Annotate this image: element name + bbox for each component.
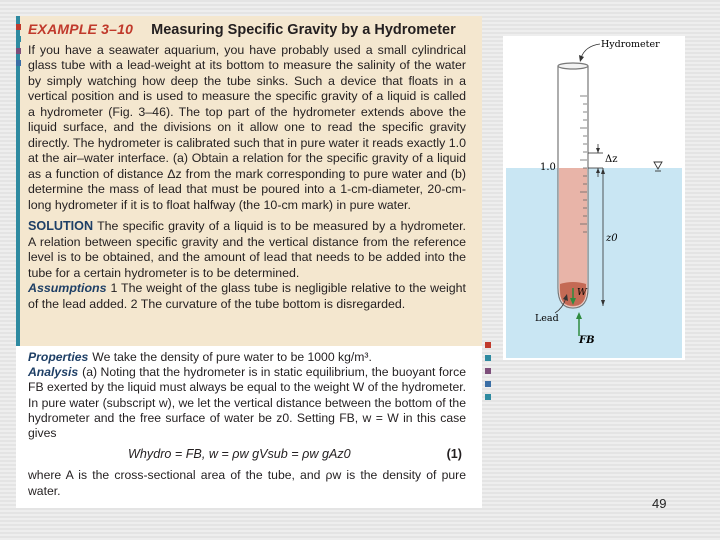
properties-text: We take the density of pure water to be 1000 kg/m³. xyxy=(92,350,372,364)
problem-text: If you have a seawater aquarium, you have probably used a small cylindrical glass tube with a lead-weight at its bottom to measure the salinity of the water by simply watching how deep the tube sinks. Such a device that floats in a vertical position and is used to measure the specific gravity of a liquid is called a hydrometer (Fig. 3–46). The top part of the hydrometer extends above the liquid surface, and the divisions on it allow one to read the specific gravity directly. The hydrometer is calibrated such that in pure water it reads exactly 1.0 at the air–water interface. (a) Obtain a relation for the specific gravity of a liquid as a function of distance Δz from the mark corresponding to pure water and (b) determine the mass of lead that must be poured into a 1-cm-diameter, 20-cm-long hydrometer if it is to float halfway (the 10-cm mark) in pure water. xyxy=(28,42,466,212)
analysis-section xyxy=(16,346,482,508)
reading-label: 1.0 xyxy=(540,162,556,173)
analysis-text: (a) Noting that the hydrometer is in static equilibrium, the buoyant force FB exerted by the liquid must always be equal to the weight W of the hydrometer. In pure water (subscript w), we let the vertical distance between the bottom of the hydrometer and the free surface of water be z0. Setting FB, w = W in this case gives xyxy=(28,365,466,441)
decor-square xyxy=(16,24,21,30)
hydrometer-diagram xyxy=(503,36,685,360)
assumptions-text: 1 The weight of the glass tube is negligible relative to the weight of the lead added. 2 The curvature of the tube bottom is disregarded. xyxy=(28,281,466,311)
solution-label: SOLUTION xyxy=(28,219,94,233)
equation-number: (1) xyxy=(446,447,462,462)
problem-statement-column xyxy=(28,22,466,312)
weight-label: W xyxy=(577,287,587,298)
z0-label: z0 xyxy=(606,233,618,244)
free-surface-symbol xyxy=(654,162,662,169)
slide-page-number: 49 xyxy=(652,496,667,511)
decor-square xyxy=(16,60,21,66)
hydrometer-figure xyxy=(503,36,685,360)
equation-text: Whydro = FB, w = ρw gVsub = ρw gAz0 xyxy=(128,447,351,462)
properties-label: Properties xyxy=(28,350,89,364)
decor-square xyxy=(16,36,21,42)
analysis-label: Analysis xyxy=(28,365,79,380)
lead-label: Lead xyxy=(535,313,559,324)
hydrometer-label: Hydrometer xyxy=(601,39,660,50)
decor-square xyxy=(16,48,21,54)
equation-row xyxy=(128,447,462,462)
example-label: EXAMPLE 3–10 xyxy=(28,21,134,37)
closing-text: where A is the cross-sectional area of the tube, and ρw is the density of pure water. xyxy=(28,468,466,498)
water-region xyxy=(506,168,682,358)
example-title: Measuring Specific Gravity by a Hydrometer xyxy=(151,22,456,38)
dz-label: Δz xyxy=(605,154,618,165)
buoyancy-label: FB xyxy=(579,335,595,346)
textbook-page xyxy=(16,16,482,508)
solution-block xyxy=(28,219,466,312)
tube-top xyxy=(558,63,588,69)
hydrometer-pointer xyxy=(581,44,600,58)
example-header xyxy=(28,22,466,39)
solution-text: The specific gravity of a liquid is to be measured by a hydrometer. A relation between specific gravity and the vertical distance from the reference level is to be obtained, and the amount of lead that needs to be added into the tube for a certain hydrometer is to be determined. xyxy=(28,219,466,280)
assumptions-label: Assumptions xyxy=(28,281,107,295)
